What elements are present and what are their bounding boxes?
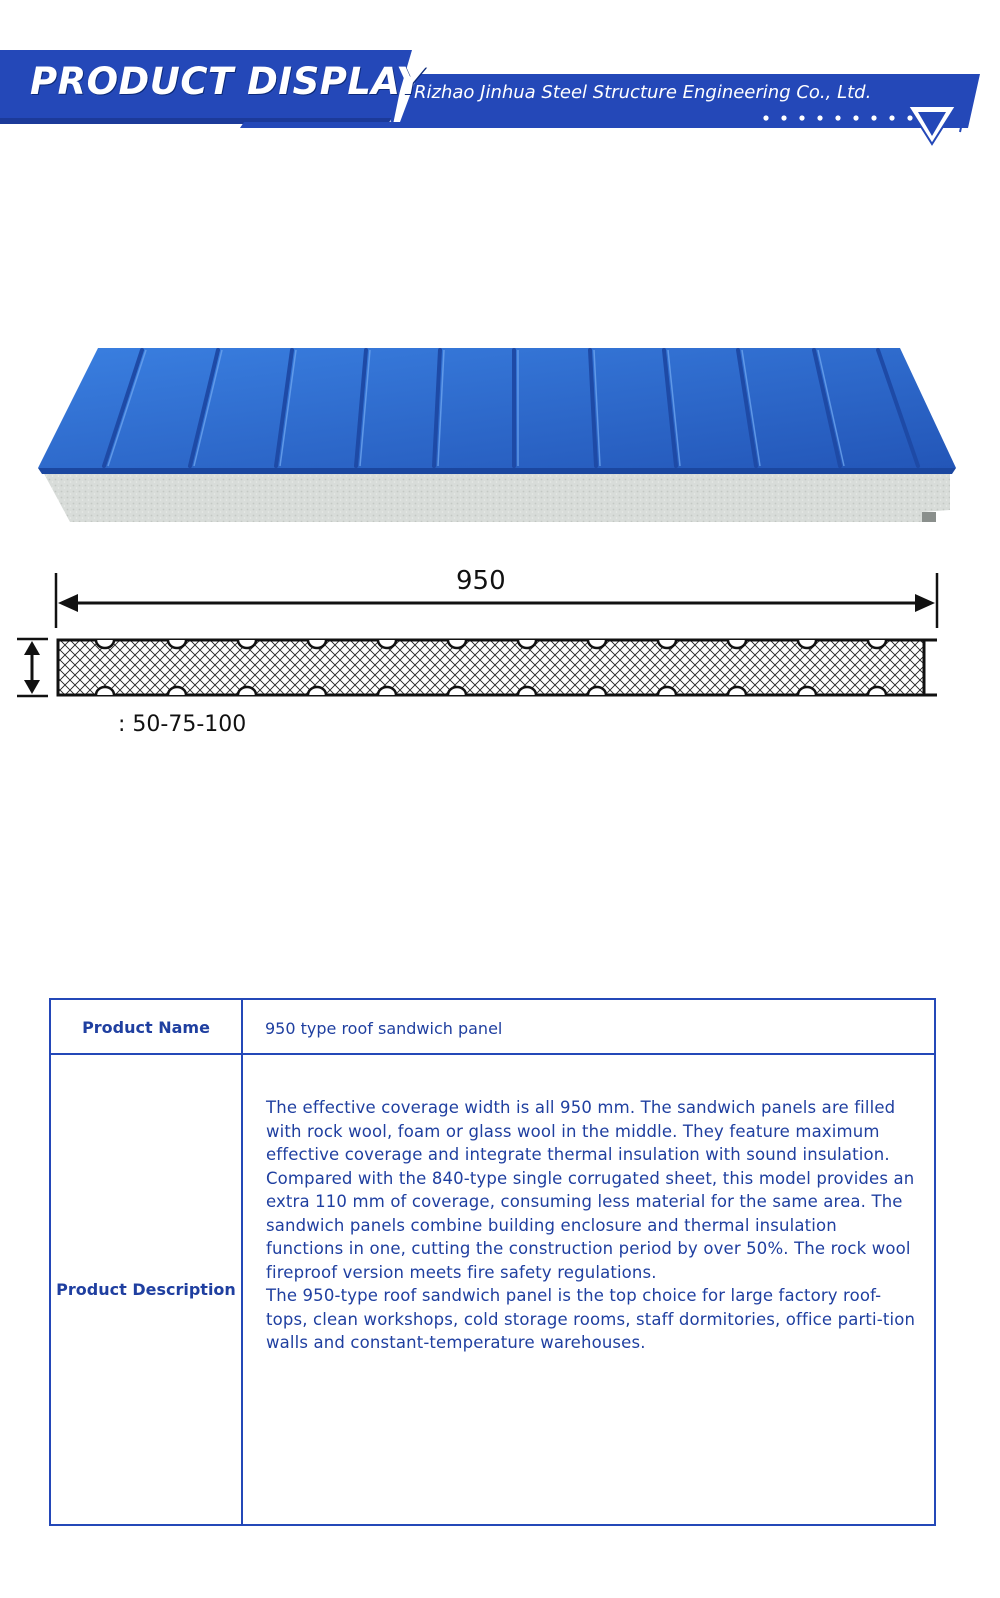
- thickness-options-label: : 50-75-100: [118, 712, 247, 737]
- header-banner: [0, 0, 1000, 160]
- product-description-label: Product Description: [56, 1280, 236, 1299]
- banner-dots: [763, 115, 912, 120]
- row-divider: [51, 1053, 934, 1055]
- width-dimension-label: 950: [456, 566, 506, 596]
- product-description-value: [266, 1096, 916, 1355]
- page-title: PRODUCT DISPLAY: [30, 60, 424, 103]
- sandwich-panel-image: [30, 340, 970, 540]
- spec-table: [49, 998, 936, 1526]
- column-divider: [241, 1000, 243, 1524]
- product-name-label: Product Name: [82, 1018, 210, 1037]
- panel-cross-section: [58, 640, 937, 695]
- company-name: Rizhao Jinhua Steel Structure Engineering Co., Ltd.: [414, 82, 872, 103]
- description-paragraph: The effective coverage width is all 950 mm. The sandwich panels are filled with rock wool, foam or glass wool in the middle. They feature maximum effective coverage and integrate thermal insulation with sound insulation. Compared with the 840-type single corrugated sheet, this model provides an extra 110 mm of coverage, consuming less material for the same area. The sandwich panels combine building enclosure and thermal insulation functions in one, cutting the construction period by over 50%. The rock wool fireproof version meets fire safety regulations.: [266, 1098, 915, 1282]
- description-paragraph: The 950-type roof sandwich panel is the top choice for large factory roof-tops, clean workshops, cold storage rooms, staff dormitories, office parti-tion walls and constant-temperature warehouses.: [266, 1286, 916, 1352]
- product-name-value: 950 type roof sandwich panel: [265, 1019, 503, 1038]
- thickness-dimension-line: [17, 639, 48, 696]
